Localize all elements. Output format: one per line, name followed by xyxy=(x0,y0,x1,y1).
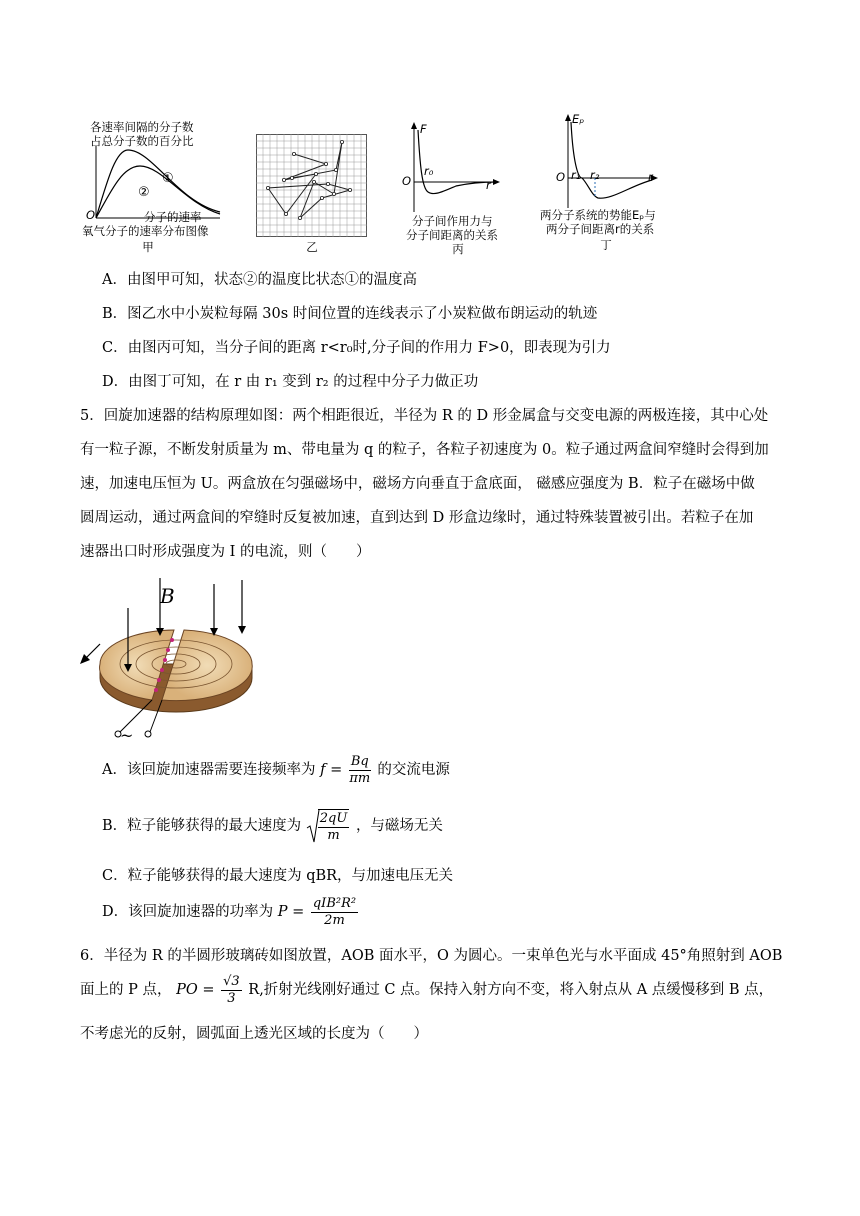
q5-option-b-post: ，与磁场无关 xyxy=(355,818,443,834)
q5-option-d-lhs: P = xyxy=(277,904,305,920)
jia-curve-2-label: ② xyxy=(138,185,150,200)
q5-option-a-post: 的交流电源 xyxy=(377,762,450,778)
q6-stem-line-3: 不考虑光的反射，圆弧面上透光区域的长度为（ ） xyxy=(80,1026,428,1042)
cyclotron-ac-symbol: ~ xyxy=(120,726,134,745)
ding-r2: r₂ xyxy=(590,168,600,182)
figure-yi xyxy=(256,134,376,258)
figure-ding-graph xyxy=(540,112,680,212)
bing-caption-2: 分子间距离的关系 xyxy=(406,228,498,242)
yi-name: 乙 xyxy=(306,240,318,254)
q6-stem-line-1: 6．半径为 R 的半圆形玻璃砖如图放置，AOB 面水平，O 为圆心。一束单色光与水平面成 45°角照射到 AOB xyxy=(80,948,783,964)
q5-option-c: C．粒子能够获得的最大速度为 qBR，与加速电压无关 xyxy=(102,868,454,884)
q5-stem-line-2: 有一粒子源，不断发射质量为 m、带电量为 q 的粒子，各粒子初速度为 0。粒子通过两盒间窄缝时会得到加 xyxy=(80,442,769,458)
q6-line2-fraction xyxy=(221,974,242,1007)
q5-option-b-fraction xyxy=(318,809,350,844)
q5-option-a-num: Bq xyxy=(350,753,369,769)
q5-option-d-num: qIB²R² xyxy=(312,895,357,911)
bing-name: 丙 xyxy=(452,242,464,256)
figure-ding xyxy=(540,112,680,258)
figure-jia xyxy=(82,118,232,258)
q5-option-d xyxy=(102,894,360,930)
q5-option-d-den: 2m xyxy=(324,912,345,928)
jia-xlabel: 分子的速率 xyxy=(144,210,202,224)
q5-option-b xyxy=(102,808,443,844)
q6-stem-line-2 xyxy=(80,972,773,1008)
q6-line2-post: R,折射光线刚好通过 C 点。保持入射方向不变，将入射点从 A 点缓慢移到 B 点， xyxy=(248,982,774,998)
bing-xaxis: r xyxy=(486,178,491,192)
q5-stem-line-4: 圆周运动，通过两盒间的窄缝时反复被加速，直到达到 D 形盒边缘时，通过特殊装置被引出。若粒子在加 xyxy=(80,510,754,526)
q5-option-d-fraction xyxy=(311,896,358,929)
q5-option-b-num: 2qU xyxy=(319,810,348,826)
q4-option-a: A．由图甲可知，状态②的温度比状态①的温度高 xyxy=(102,272,417,288)
q6-line2-num: √3 xyxy=(223,973,240,989)
q5-option-a-pre: A．该回旋加速器需要连接频率为 xyxy=(102,762,316,778)
q5-option-a-den: πm xyxy=(349,770,371,786)
ding-caption-2: 两分子间距离r的关系 xyxy=(546,222,655,236)
q4-option-d: D．由图丁可知，在 r 由 r₁ 变到 r₂ 的过程中分子力做正功 xyxy=(102,374,479,390)
q5-stem-line-3: 速，加速电压恒为 U。两盒放在匀强磁场中，磁场方向垂直于盒底面， 磁感应强度为 B．粒子在磁场中做 xyxy=(80,476,755,492)
q5-option-a-lhs: f = xyxy=(320,762,343,778)
ding-name: 丁 xyxy=(600,238,612,252)
q4-option-b: B．图乙水中小炭粒每隔 30s 时间位置的连线表示了小炭粒做布朗运动的轨迹 xyxy=(102,306,598,322)
q5-stem-line-5: 速器出口时形成强度为 I 的电流，则（ ） xyxy=(80,544,371,560)
q4-option-c: C．由图丙可知，当分子间的距离 r<r₀时,分子间的作用力 F>0，即表现为引力 xyxy=(102,340,611,356)
q6-line2-lhs: PO = xyxy=(176,982,215,998)
q5-stem-line-1: 5．回旋加速器的结构原理如图：两个相距很近，半径为 R 的 D 形金属盒与交变电源的两极连接，其中心处 xyxy=(80,408,769,424)
jia-caption: 氧气分子的速率分布图像 xyxy=(82,224,209,238)
ding-r1: r₁ xyxy=(571,168,581,182)
q5-option-b-sqrt xyxy=(306,808,352,844)
q5-option-d-pre: D．该回旋加速器的功率为 xyxy=(102,904,274,920)
cyclotron-figure xyxy=(76,572,276,744)
q6-line2-den: 3 xyxy=(227,990,236,1006)
q5-option-b-den: m xyxy=(327,827,340,843)
jia-ylabel-1: 各速率间隔的分子数 xyxy=(90,120,194,134)
bing-origin: O xyxy=(402,174,412,188)
q6-line2-pre: 面上的 P 点， xyxy=(80,982,172,998)
jia-name: 甲 xyxy=(142,240,154,254)
jia-origin: O xyxy=(86,208,96,222)
cyclotron-drawing xyxy=(76,572,276,744)
cyclotron-field-label: B xyxy=(160,584,175,608)
bing-r0: r₀ xyxy=(424,164,434,178)
figure-bing-graph xyxy=(398,120,518,216)
q5-option-a xyxy=(102,752,450,788)
bing-yaxis: F xyxy=(420,122,427,136)
ding-yaxis: Eₚ xyxy=(572,112,585,126)
q5-option-b-pre: B．粒子能够获得的最大速度为 xyxy=(102,818,302,834)
ding-caption-1: 两分子系统的势能Eₚ与 xyxy=(540,208,656,222)
q5-option-a-fraction xyxy=(349,754,371,787)
jia-ylabel-2: 占总分子数的百分比 xyxy=(90,134,194,148)
figure-yi-grid xyxy=(256,134,376,238)
bing-caption-1: 分子间作用力与 xyxy=(412,214,493,228)
figure-bing xyxy=(398,120,518,258)
ding-origin: O xyxy=(556,170,566,184)
jia-curve-1-label: ① xyxy=(162,171,174,186)
ding-xaxis: r xyxy=(648,170,653,184)
